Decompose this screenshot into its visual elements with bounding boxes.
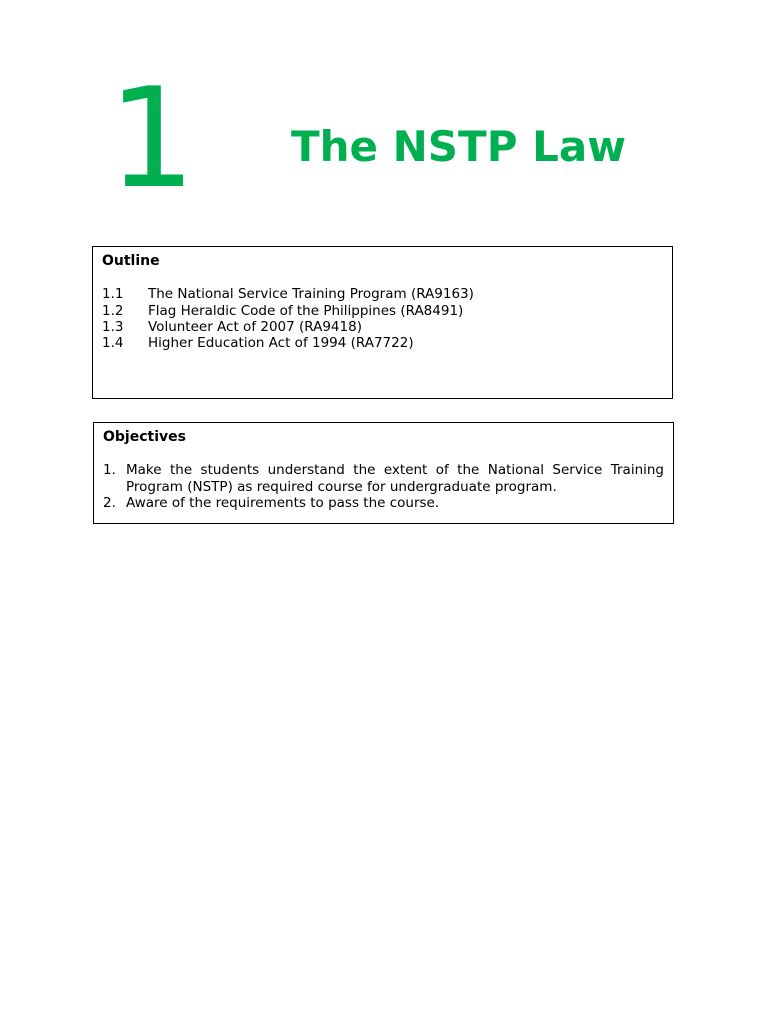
outline-item-number: 1.4 — [102, 335, 124, 352]
chapter-number: 1 — [108, 58, 192, 219]
outline-item — [102, 319, 663, 335]
outline-heading: Outline — [102, 253, 160, 269]
outline-box — [92, 246, 673, 399]
outline-item — [102, 303, 663, 319]
objectives-heading: Objectives — [103, 429, 186, 445]
outline-item-number: 1.2 — [102, 302, 124, 319]
outline-item — [102, 286, 663, 302]
outline-item-text: Volunteer Act of 2007 (RA9418) — [148, 318, 362, 335]
objective-item-text: Make the students understand the extent of the National Service Training Program (NSTP) as required course for undergraduate program. — [126, 462, 664, 495]
outline-item-number: 1.1 — [102, 286, 124, 303]
chapter-title: The NSTP Law — [291, 122, 627, 171]
outline-list — [102, 286, 663, 351]
objective-item-number: 2. — [103, 494, 116, 511]
outline-item-text: Higher Education Act of 1994 (RA7722) — [148, 335, 414, 352]
objective-item — [103, 462, 664, 495]
outline-item-number: 1.3 — [102, 318, 124, 335]
outline-item — [102, 335, 663, 351]
objectives-box — [93, 422, 674, 524]
objectives-list — [103, 462, 664, 511]
outline-item-text: Flag Heraldic Code of the Philippines (RA8491) — [148, 302, 464, 319]
outline-item-text: The National Service Training Program (RA9163) — [148, 286, 474, 303]
objective-item-text: Aware of the requirements to pass the course. — [126, 494, 440, 511]
objective-item-number: 1. — [103, 462, 116, 479]
objective-item — [103, 495, 664, 511]
